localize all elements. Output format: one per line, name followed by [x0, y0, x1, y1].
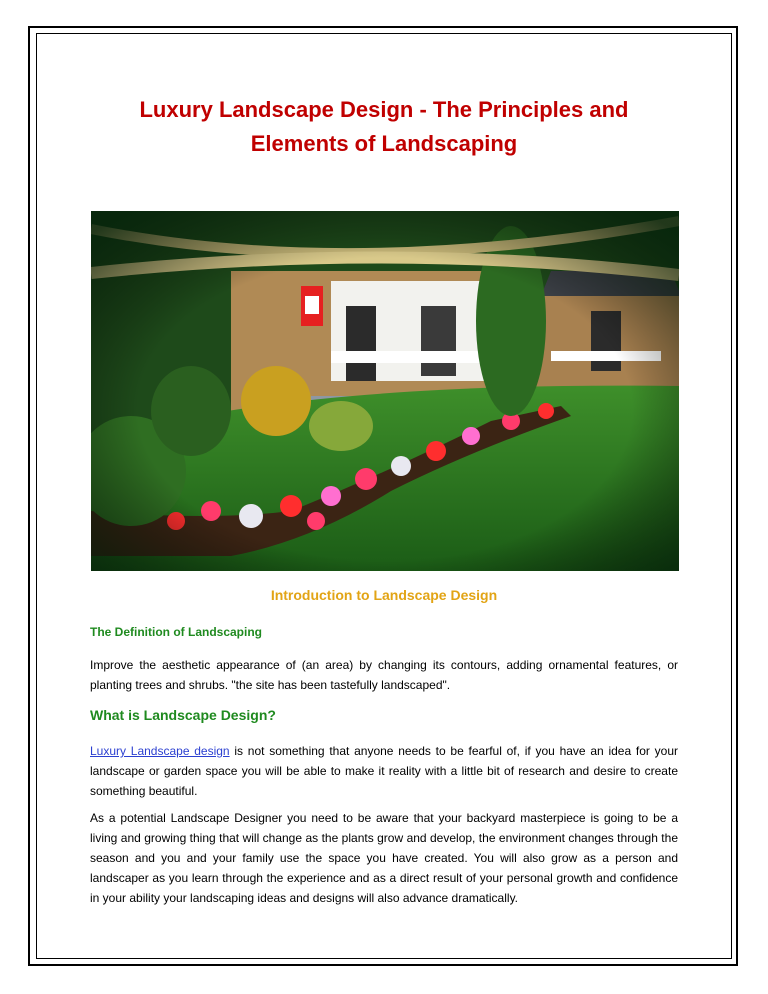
definition-paragraph: Improve the aesthetic appearance of (an area) by changing its contours, adding ornamental features, or planting trees and shrubs. "the site has been tastefully landscaped".: [90, 658, 678, 692]
luxury-landscape-design-link[interactable]: Luxury Landscape design: [90, 744, 230, 758]
document-title: [90, 93, 678, 161]
what-is-heading: What is Landscape Design?: [90, 707, 276, 723]
hero-landscape-image: [91, 211, 679, 571]
intro-heading: Introduction to Landscape Design: [270, 587, 498, 603]
potential-designer-paragraph: As a potential Landscape Designer you need to be aware that your backyard masterpiece is going to be a living and growing thing that will change as the plants grow and develop, the environment changes through the season and you and your family use the space you have created. You will also grow as a person and landscaper as you learn through the experience and as a direct result of your personal growth and confidence in your ability your landscaping ideas and designs will also advance dramatically.: [90, 811, 678, 905]
title-line-1: Luxury Landscape Design - The Principles and: [139, 97, 629, 122]
what-is-text: is not something that anyone needs to be fearful of, if you have an idea for your landscape or garden space you will be able to make it reality with a little bit of research and desire to create something beautiful.: [90, 744, 678, 798]
title-line-2: Elements of Landscaping: [250, 131, 518, 156]
what-is-paragraph: [90, 741, 678, 801]
definition-heading: The Definition of Landscaping: [90, 625, 262, 639]
